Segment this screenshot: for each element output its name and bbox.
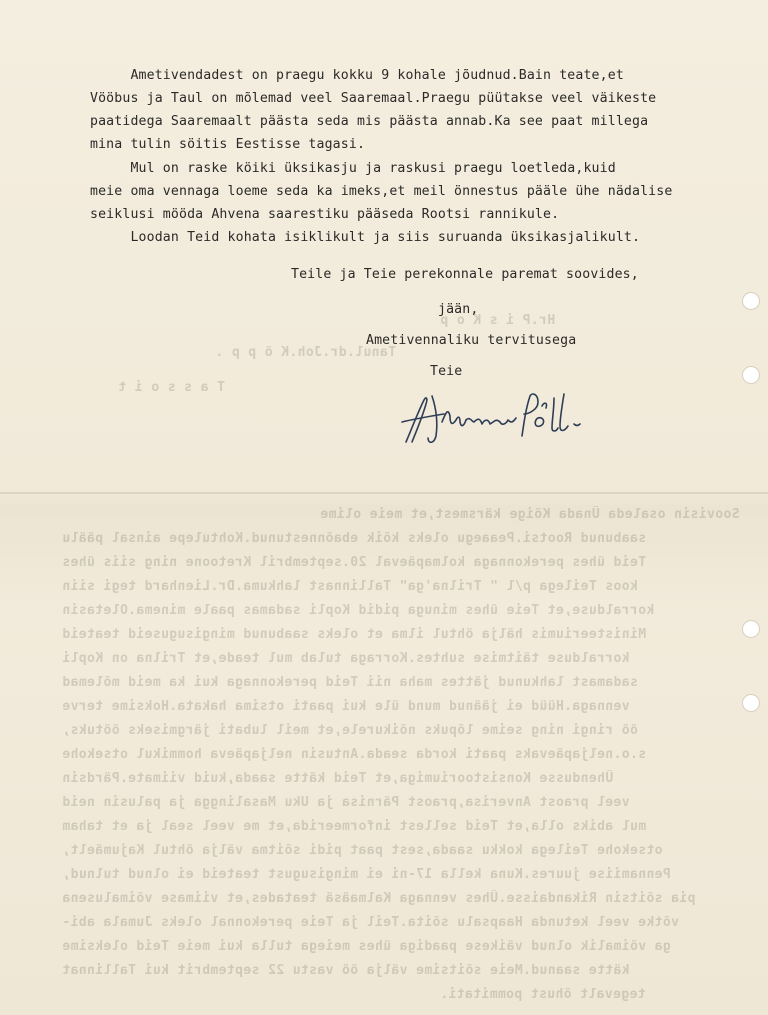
punch-hole	[742, 292, 760, 310]
ghost-line: pia sõitsin Rikandaisse.Ühes vennaga Kalmaäsä teatades,et viimase võimalusena	[62, 891, 696, 906]
ghost-line: korralduse,et Teie ühes minuga pidid Kopli sadamas paale minema.Oletasin	[62, 603, 655, 618]
closing-remain: jään,	[438, 302, 479, 317]
letter-line: Loodan Teid kohata isiklikult ja siis suruanda üksikasjalikult.	[90, 230, 641, 245]
ghost-line: mul abiks olla,et Teid sellest informeerida,et me veel seal ja et taham	[62, 819, 647, 834]
ghost-name-line: Hr.P i s K o p	[440, 313, 556, 328]
letter-line: Mul on raske köiki üksikasju ja raskusi praegu loetleda,kuid	[90, 161, 616, 176]
ghost-line: saabunud Rootsi.Peaaegu oleks kõik ebaõnnestunud.Kohtulepe ainsal päälu	[62, 531, 647, 546]
closing-wishes: Teile ja Teie perekonnale paremat soovides,	[291, 267, 639, 282]
ghost-line: vennaga.Hüüd ei jäänud mund üle kui paati otsima hakata.Hoksime terve	[62, 699, 630, 714]
paper-fold	[0, 492, 768, 494]
ghost-line: võtke veel ketunda Haapsalu sõita.Teil ja Teie perekonnal oleks Jumala abi-	[62, 915, 679, 930]
ghost-line: s.o.neljapäevaks paati korda seada.Antusin neljapäeva hommikul otsekohe	[62, 747, 647, 762]
letter-line: seiklusi mööda Ahvena saarestiku pääseda Rootsi rannikule.	[90, 207, 560, 222]
handwritten-signature	[398, 382, 608, 452]
closing-yours: Teie	[430, 364, 463, 379]
ghost-line: Ministeeriumis hälja öhtul ilma et oleks saabunud mingisuguseid teateid	[62, 627, 647, 642]
ghost-line: otsekohe Teilega kokku saada,sest paat pidi sõitma välja öhtul Kajumäelt,	[62, 843, 663, 858]
ghost-line: sadamast lahkunud jättes maha nii Teid perekonnaga kui ka meid mõlemad	[62, 675, 638, 690]
punch-hole	[742, 366, 760, 384]
ghost-line: ga võimalik olnud väikese paadiga ühes meiega tulla kui meie Teid oleksime	[62, 939, 671, 954]
punch-hole	[742, 694, 760, 712]
ghost-line: Ühendusse Konsistooriumiga,et Teid kätte saada,kuid viimate.Pärdsin	[62, 771, 614, 786]
ghost-line: Pennamiise juures.Kuna kella 17-ni ei mingisugust teateid ei olnud tulnud,	[62, 867, 671, 882]
letter-line: paatidega Saaremaalt päästa seda mis päästa annab.Ka see paat millega	[90, 114, 649, 129]
letter-line: Vööbus ja Taul on mõlemad veel Saaremaal.Praegu püütakse veel väikeste	[90, 91, 657, 106]
ghost-line: Soovisin osaleda Ünada Kõige kärsmest,et meie olime	[320, 507, 740, 522]
letter-line: meie oma vennaga loeme seda ka imeks,et meil önnestus pääle ühe nädalise	[90, 184, 673, 199]
closing-greeting: Ametivennaliku tervitusega	[366, 333, 577, 348]
letter-line: Ametivendadest on praegu kokku 9 kohale jõudnud.Bain teate,et	[90, 68, 624, 83]
letter-line: mina tulin söitis Eestisse tagasi.	[90, 137, 366, 152]
ghost-line: koos Teilega p/l " Trilna'ga" Tallinnast lahkuma.Dr.Lienhard tegi siin	[62, 579, 638, 594]
ghost-place-line: T a s s o i t	[118, 380, 225, 395]
ghost-line: öö ringi ning seime lõpuks nõikurele,et meil lubati järgmiseks öötuks,	[62, 723, 638, 738]
ghost-line: tegevalt õhust pommitati.	[440, 987, 646, 1002]
punch-hole	[742, 620, 760, 638]
ghost-line: kätte saanud.Meie sõitsime välja öö vastu 22 septembrit kui Tallinnat	[62, 963, 630, 978]
ghost-line: Teid ühes perekonnaga kolmapäeval 20.septembril Kretoone ning siis ühes	[62, 555, 647, 570]
ghost-line: korralduse täitmise suhtes.Korraga tulab mul teade,et Trilna on Kopli	[62, 651, 630, 666]
ghost-line: veel praost Anverisa,praost Pärnisa ja Uku Masalingga ja palusin neid	[62, 795, 630, 810]
ghost-address-line: Tanul.dr.Joh.K ö p p .	[215, 345, 396, 360]
